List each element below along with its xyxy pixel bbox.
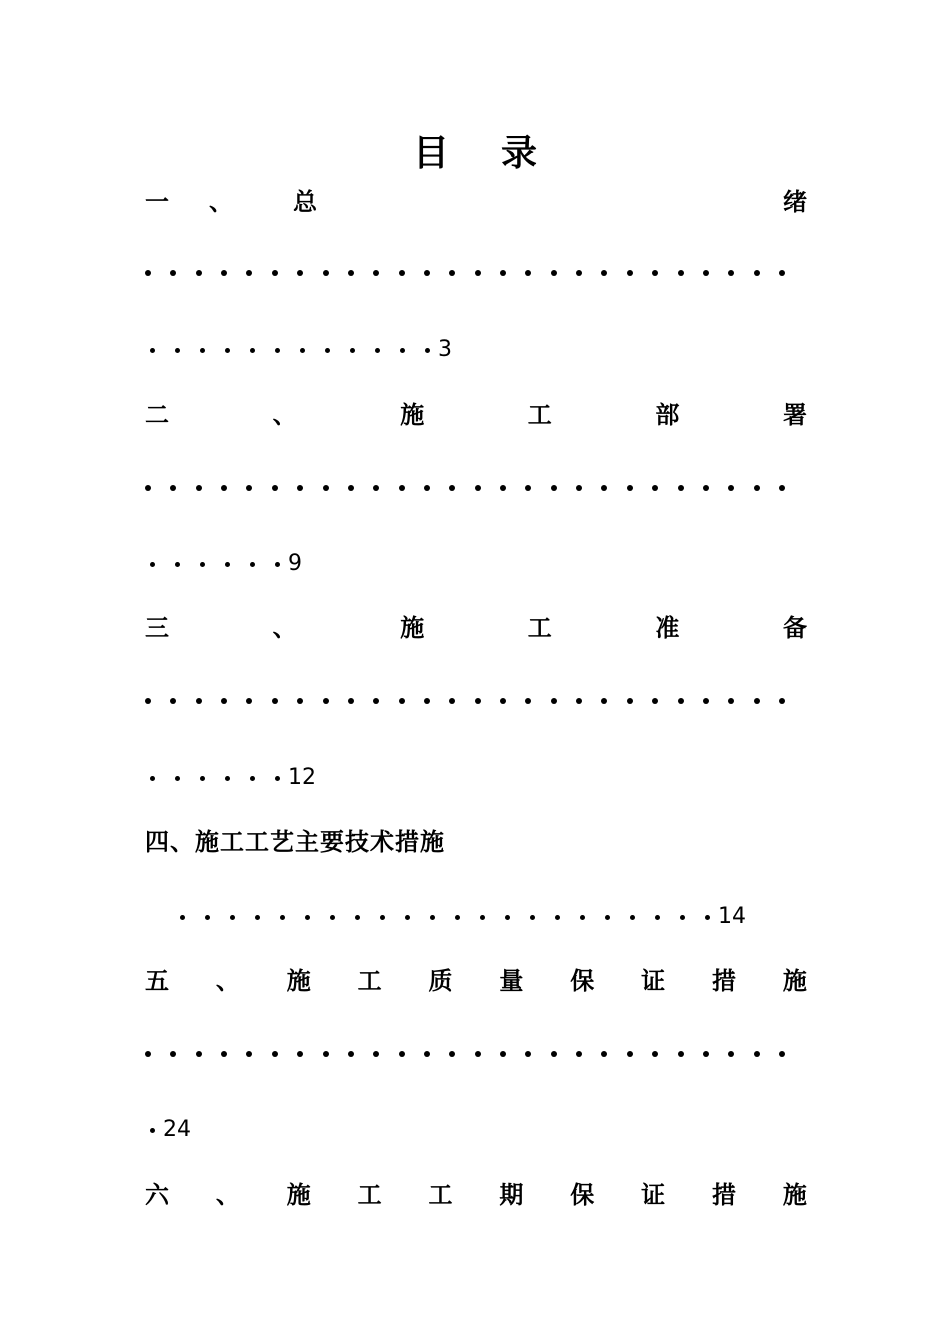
toc-title-char-1: 目: [412, 133, 449, 174]
leader-dot: [297, 485, 303, 491]
heading-char: 施: [782, 967, 807, 995]
leader-dot: [555, 915, 560, 920]
leader-dot: [627, 270, 633, 276]
toc-entry-1-tail: [150, 334, 452, 366]
leader-dot: [170, 270, 176, 276]
heading-char: 施: [782, 1181, 807, 1209]
leader-dot: [455, 915, 460, 920]
leader-dot: [180, 915, 185, 920]
leader-dot: [601, 270, 607, 276]
leader-dot: [373, 698, 379, 704]
leader-dot: [652, 698, 658, 704]
leader-dot: [200, 776, 205, 781]
leader-dot: [300, 348, 305, 353]
leader-dot: [297, 1051, 303, 1057]
leader-dot: [680, 915, 685, 920]
leader-dot: [576, 270, 582, 276]
leader-dot: [272, 270, 278, 276]
leader-dot: [601, 1051, 607, 1057]
toc-entry-1-heading[interactable]: [145, 186, 807, 218]
leader-dot: [373, 1051, 379, 1057]
leader-dot: [424, 270, 430, 276]
leader-dot: [703, 485, 709, 491]
leader-dot: [627, 485, 633, 491]
leader-dot: [150, 562, 155, 567]
toc-entry-1-leader-dots: [145, 258, 785, 288]
leader-dots: [150, 776, 280, 781]
leader-dot: [779, 485, 785, 491]
toc-entry-2-leader-dots: [145, 473, 785, 503]
leader-dot: [150, 776, 155, 781]
toc-entry-3-tail: [150, 762, 316, 794]
leader-dot: [475, 270, 481, 276]
heading-char: 工: [527, 614, 552, 642]
heading-char: 、: [272, 614, 297, 642]
leader-dot: [652, 1051, 658, 1057]
leader-dot: [705, 915, 710, 920]
leader-dots: [150, 348, 430, 353]
leader-dot: [373, 270, 379, 276]
heading-char: 证: [641, 1181, 666, 1209]
leader-dot: [175, 562, 180, 567]
leader-dot: [225, 348, 230, 353]
leader-dot: [330, 915, 335, 920]
heading-char: 、: [272, 401, 297, 429]
leader-dot: [150, 1128, 155, 1133]
heading-char: 工: [357, 1181, 382, 1209]
leader-dot: [703, 270, 709, 276]
leader-dot: [551, 1051, 557, 1057]
leader-dot: [576, 698, 582, 704]
leader-dot: [678, 485, 684, 491]
heading-char: 工: [527, 401, 552, 429]
leader-dot: [525, 1051, 531, 1057]
heading-char: 三: [145, 614, 169, 642]
heading-char: 部: [655, 401, 680, 429]
leader-dot: [380, 915, 385, 920]
leader-dots: [150, 562, 280, 567]
leader-dot: [348, 1051, 354, 1057]
page-number: 3: [438, 337, 452, 362]
leader-dot: [449, 1051, 455, 1057]
leader-dot: [255, 915, 260, 920]
leader-dot: [348, 485, 354, 491]
leader-dot: [601, 485, 607, 491]
leader-dot: [196, 698, 202, 704]
heading-char: 备: [782, 614, 807, 642]
leader-dot: [348, 270, 354, 276]
heading-char: 绪: [783, 188, 807, 216]
leader-dot: [424, 485, 430, 491]
heading-char: 工: [428, 1181, 453, 1209]
leader-dot: [652, 270, 658, 276]
leader-dot: [576, 1051, 582, 1057]
heading-char: 施: [286, 967, 311, 995]
leader-dot: [221, 1051, 227, 1057]
leader-dot: [325, 348, 330, 353]
heading-char: 一: [145, 188, 169, 216]
toc-entry-4-heading[interactable]: [145, 826, 807, 858]
leader-dot: [601, 698, 607, 704]
leader-dot: [551, 270, 557, 276]
leader-dot: [551, 698, 557, 704]
toc-title-char-2: 录: [501, 133, 538, 174]
heading-char: 保: [570, 967, 595, 995]
leader-dot: [196, 270, 202, 276]
toc-title: [0, 130, 950, 178]
heading-char: 总: [293, 188, 317, 216]
leader-dot: [728, 698, 734, 704]
leader-dot: [500, 698, 506, 704]
heading-char: 施: [400, 614, 425, 642]
leader-dot: [375, 348, 380, 353]
leader-dot: [246, 270, 252, 276]
leader-dot: [272, 698, 278, 704]
leader-dot: [399, 485, 405, 491]
leader-dot: [246, 1051, 252, 1057]
heading-char: 署: [782, 401, 807, 429]
leader-dot: [323, 270, 329, 276]
leader-dot: [505, 915, 510, 920]
leader-dot: [530, 915, 535, 920]
leader-dot: [196, 485, 202, 491]
leader-dot: [246, 698, 252, 704]
toc-entry-3-leader-dots: [145, 686, 785, 716]
leader-dot: [145, 1051, 151, 1057]
heading-char: 措: [712, 967, 736, 995]
toc-entry-5-tail: [150, 1114, 191, 1146]
leader-dot: [630, 915, 635, 920]
leader-dot: [525, 698, 531, 704]
leader-dot: [200, 562, 205, 567]
leader-dots: [150, 1128, 155, 1133]
heading-char: 保: [570, 1181, 595, 1209]
leader-dot: [275, 776, 280, 781]
heading-char: 施: [400, 401, 425, 429]
leader-dot: [275, 348, 280, 353]
leader-dot: [170, 485, 176, 491]
leader-dot: [500, 270, 506, 276]
leader-dot: [728, 1051, 734, 1057]
leader-dot: [449, 270, 455, 276]
leader-dot: [145, 698, 151, 704]
leader-dot: [500, 485, 506, 491]
leader-dot: [475, 1051, 481, 1057]
page-number: 14: [718, 904, 746, 929]
leader-dot: [475, 485, 481, 491]
leader-dot: [400, 348, 405, 353]
heading-char: 二: [145, 401, 169, 429]
heading-char: 五: [145, 967, 169, 995]
leader-dot: [145, 270, 151, 276]
leader-dot: [728, 270, 734, 276]
leader-dot: [323, 1051, 329, 1057]
heading-text: 四、施工工艺主要技术措施: [145, 828, 445, 856]
leader-dot: [430, 915, 435, 920]
leader-dot: [170, 1051, 176, 1057]
leader-dot: [221, 485, 227, 491]
leader-dot: [754, 1051, 760, 1057]
leader-dot: [246, 485, 252, 491]
leader-dot: [250, 348, 255, 353]
toc-entry-2-tail: [150, 548, 302, 580]
leader-dot: [703, 698, 709, 704]
leader-dot: [205, 915, 210, 920]
leader-dot: [373, 485, 379, 491]
leader-dot: [424, 1051, 430, 1057]
leader-dot: [350, 348, 355, 353]
leader-dot: [348, 698, 354, 704]
leader-dot: [728, 485, 734, 491]
leader-dot: [399, 698, 405, 704]
leader-dot: [399, 270, 405, 276]
leader-dot: [145, 485, 151, 491]
heading-char: 量: [499, 967, 524, 995]
leader-dot: [221, 270, 227, 276]
toc-entry-5-leader-dots: [145, 1039, 785, 1069]
heading-char: 措: [712, 1181, 736, 1209]
leader-dot: [170, 698, 176, 704]
leader-dot: [779, 698, 785, 704]
leader-dot: [576, 485, 582, 491]
leader-dot: [175, 776, 180, 781]
page-number: 24: [163, 1117, 191, 1142]
heading-char: 、: [209, 188, 233, 216]
heading-char: 施: [286, 1181, 311, 1209]
leader-dot: [551, 485, 557, 491]
leader-dot: [449, 698, 455, 704]
leader-dot: [405, 915, 410, 920]
leader-dot: [425, 348, 430, 353]
heading-char: 质: [428, 967, 453, 995]
heading-char: 准: [655, 614, 680, 642]
leader-dot: [627, 1051, 633, 1057]
leader-dot: [500, 1051, 506, 1057]
heading-char: 期: [499, 1181, 524, 1209]
toc-entry-5-heading[interactable]: [145, 965, 807, 997]
heading-char: 、: [215, 967, 240, 995]
leader-dot: [175, 348, 180, 353]
leader-dot: [272, 485, 278, 491]
leader-dot: [150, 348, 155, 353]
leader-dot: [779, 1051, 785, 1057]
toc-entry-2-heading[interactable]: [145, 399, 807, 431]
leader-dot: [323, 485, 329, 491]
leader-dot: [221, 698, 227, 704]
leader-dot: [196, 1051, 202, 1057]
leader-dot: [250, 562, 255, 567]
leader-dot: [779, 270, 785, 276]
leader-dot: [678, 270, 684, 276]
toc-entry-6-heading[interactable]: [145, 1179, 807, 1211]
leader-dot: [627, 698, 633, 704]
leader-dot: [280, 915, 285, 920]
leader-dot: [225, 776, 230, 781]
leader-dot: [605, 915, 610, 920]
leader-dot: [525, 270, 531, 276]
leader-dot: [652, 485, 658, 491]
leader-dot: [275, 562, 280, 567]
heading-char: 工: [357, 967, 382, 995]
leader-dot: [754, 485, 760, 491]
leader-dot: [424, 698, 430, 704]
leader-dot: [475, 698, 481, 704]
leader-dot: [655, 915, 660, 920]
leader-dot: [225, 562, 230, 567]
leader-dot: [230, 915, 235, 920]
page-number: 12: [288, 765, 316, 790]
leader-dot: [678, 698, 684, 704]
toc-entry-3-heading[interactable]: [145, 612, 807, 644]
heading-char: 证: [641, 967, 666, 995]
leader-dot: [297, 698, 303, 704]
heading-char: 六: [145, 1181, 169, 1209]
toc-entry-4-tail: [180, 901, 746, 933]
leader-dot: [272, 1051, 278, 1057]
leader-dot: [355, 915, 360, 920]
leader-dot: [449, 485, 455, 491]
leader-dot: [297, 270, 303, 276]
leader-dot: [305, 915, 310, 920]
leader-dot: [250, 776, 255, 781]
leader-dot: [525, 485, 531, 491]
leader-dot: [703, 1051, 709, 1057]
leader-dot: [580, 915, 585, 920]
leader-dot: [480, 915, 485, 920]
heading-char: 、: [215, 1181, 240, 1209]
leader-dots: [180, 915, 710, 920]
leader-dot: [200, 348, 205, 353]
leader-dot: [323, 698, 329, 704]
leader-dot: [754, 698, 760, 704]
leader-dot: [399, 1051, 405, 1057]
leader-dot: [754, 270, 760, 276]
page-number: 9: [288, 551, 302, 576]
leader-dot: [678, 1051, 684, 1057]
